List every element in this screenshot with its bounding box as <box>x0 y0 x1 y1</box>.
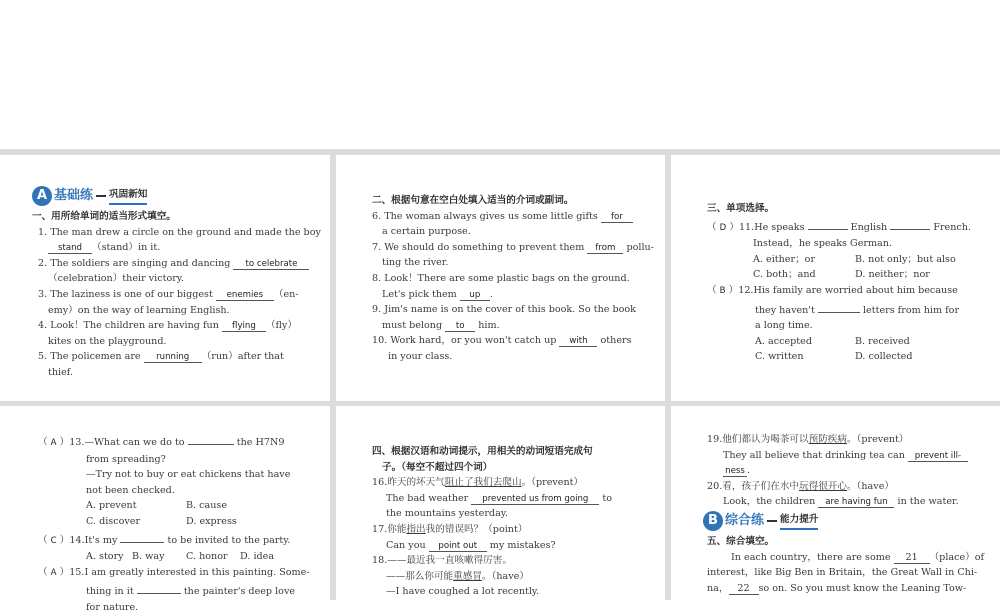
cloze-blank-21: 21 <box>905 551 918 563</box>
question-11-options-cd: C. both；and D. neither；nor <box>753 269 930 281</box>
question-19: 19.他们都认为喝茶可以预防疾病。（prevent） <box>707 434 909 445</box>
question-15-cont: thing in it the painter's deep love <box>38 581 330 600</box>
answer-4: flying <box>232 321 256 332</box>
answer-19: prevent ill- <box>914 450 962 461</box>
answer-8: up <box>469 289 481 300</box>
question-9-cont: must belong to him. <box>382 319 500 331</box>
answer-12: B <box>719 285 726 296</box>
question-17-cont: Can you point out my mistakes? <box>386 539 556 551</box>
question-3-cont: emy）on the way of learning English. <box>48 304 230 316</box>
exercise-1-heading: 一、用所给单词的适当形式填空。 <box>32 211 176 222</box>
question-10: 10. Work hard，or you won't catch up with others <box>372 335 632 347</box>
banner-dash <box>767 520 777 522</box>
answer-19-cont: ness <box>725 466 745 477</box>
question-7-cont: ting the river. <box>382 257 449 269</box>
answer-10: with <box>569 336 588 347</box>
question-10-cont: in your class. <box>388 350 453 362</box>
exercise-2-heading: 二、根据句意在空白处填入适当的介词或副词。 <box>372 195 574 206</box>
answer-1: stand <box>57 243 82 254</box>
answer-20: are having fun <box>825 497 888 508</box>
exercise-3-heading: 三、单项选择。 <box>707 203 775 214</box>
section-a-title: 基础练 <box>54 188 94 204</box>
answer-9: to <box>455 320 465 331</box>
cloze-line-2: interest，like Big Ben in Britain，the Great Wall in Chi- <box>707 567 978 579</box>
question-13-cont3: not been checked. <box>86 484 175 496</box>
question-12-options-ab: A. accepted B. received <box>755 335 910 347</box>
question-8-cont: Let's pick them up . <box>382 288 493 300</box>
panel-section-3 <box>671 155 1000 401</box>
question-3: 3. The laziness is one of our biggest enemies （en- <box>38 288 299 300</box>
question-6: 6. The woman always gives us some little gifts for <box>372 209 665 225</box>
section-a-badge: A <box>32 186 52 206</box>
panel-section-5 <box>336 406 665 600</box>
question-4: 4. Look！The children are having fun flying （fly） <box>38 320 297 332</box>
question-14: （ C ）14.It's my to be invited to the party. <box>38 530 330 550</box>
question-19-cont: They all believe that drinking tea can prevent ill- <box>707 448 1000 464</box>
answer-15: A <box>50 567 57 578</box>
answer-6: for <box>610 211 623 222</box>
page-grid <box>0 149 1000 613</box>
question-15: （ A ）15.I am greatly interested in this painting. Some- <box>38 566 310 578</box>
section-a-banner <box>32 185 330 207</box>
section-b-title: 综合练 <box>725 513 765 529</box>
cloze-line-1: In each country，there are some 21 （place）of <box>731 551 985 563</box>
question-17: 17.你能指出我的错误吗？（point） <box>372 523 528 535</box>
question-11-options-ab: A. either；or B. not only；but also <box>753 253 956 265</box>
cloze-line-3: na， 22 so on. So you must know the Leaning Tow- <box>707 582 967 594</box>
answer-14: C <box>50 535 57 546</box>
question-1-cont: stand （stand）in it. <box>38 240 330 256</box>
question-11: （ D ）11.He speaks English French. <box>707 217 1000 237</box>
question-16-cont: The bad weather prevented us from going to <box>386 492 613 504</box>
question-12-options-cd: C. written D. collected <box>755 351 913 363</box>
question-15-cont2: for nature. <box>86 601 139 613</box>
question-1: 1. The man drew a circle on the ground and made the boy <box>38 226 321 238</box>
answer-3: enemies <box>226 289 264 300</box>
answer-13: A <box>50 438 57 448</box>
question-2: 2. The soldiers are singing and dancing to celebrate <box>38 256 330 272</box>
question-13-options-cd: C. discover D. express <box>86 515 237 527</box>
exercise-4-heading-cont: 子。（每空不超过四个词） <box>382 461 493 473</box>
question-12-cont2: a long time. <box>755 320 813 332</box>
panel-section-2 <box>336 155 665 401</box>
question-19-cont2: ness . <box>707 463 1000 479</box>
section-b-subtitle: 能力提升 <box>780 512 818 531</box>
question-13-cont: from spreading? <box>86 453 166 465</box>
answer-2: to celebrate <box>245 258 298 269</box>
question-8: 8. Look！There are some plastic bags on the ground. <box>372 272 630 284</box>
question-4-cont: kites on the playground. <box>48 335 167 347</box>
panel-section-6 <box>671 406 1000 600</box>
question-20: 20.看，孩子们在水中玩得很开心。（have） <box>707 480 894 492</box>
answer-16: prevented us from going <box>482 493 589 504</box>
section-b-badge: B <box>703 511 723 531</box>
answer-7: from <box>595 242 616 253</box>
question-13: （ A ）13.—What can we do to the H7N9 <box>38 432 330 452</box>
banner-dash <box>96 195 106 197</box>
question-14-options: A. story B. way C. honor D. idea <box>86 551 275 563</box>
question-18-cont2: —I have coughed a lot recently. <box>386 586 540 598</box>
question-12-cont: they haven't letters from him for <box>707 300 1000 319</box>
exercise-5-heading: 五、综合填空。 <box>707 535 775 547</box>
question-12: （ B ）12.His family are worried about him because <box>707 284 958 296</box>
question-13-options-ab: A. prevent B. cause <box>86 500 228 512</box>
question-9: 9. Jim's name is on the cover of this book. So the book <box>372 304 636 316</box>
question-16: 16.昨天的坏天气阻止了我们去爬山。（prevent） <box>372 477 584 489</box>
panel-section-4 <box>0 406 330 613</box>
question-5-cont: thief. <box>48 366 74 378</box>
answer-17: point out <box>438 540 478 551</box>
panel-section-a <box>0 155 330 401</box>
question-18: 18.——最近我一直咳嗽得厉害。 <box>372 555 512 567</box>
exercise-4-heading: 四、根据汉语和动词提示，用相关的动词短语完成句 <box>372 446 593 457</box>
answer-5: running <box>156 352 190 363</box>
question-2-cont: （celebration）their victory. <box>48 273 184 285</box>
question-11-cont: Instead，he speaks German. <box>753 238 893 250</box>
section-a-subtitle: 巩固新知 <box>109 187 147 206</box>
question-6-cont: a certain purpose. <box>382 226 471 238</box>
answer-11: D <box>719 222 727 233</box>
question-16-cont2: the mountains yesterday. <box>386 508 508 520</box>
question-5: 5. The policemen are running （run）after that <box>38 351 284 363</box>
question-13-cont2: —Try not to buy or eat chickens that have <box>86 469 291 481</box>
question-7: 7. We should do something to prevent them from pollu- <box>372 241 654 253</box>
question-18-cont: ——那么你可能重感冒。（have） <box>386 570 529 582</box>
question-20-cont: Look，the children are having fun in the water. <box>723 496 959 508</box>
cloze-blank-22: 22 <box>737 582 750 594</box>
section-b-banner <box>703 510 1000 532</box>
